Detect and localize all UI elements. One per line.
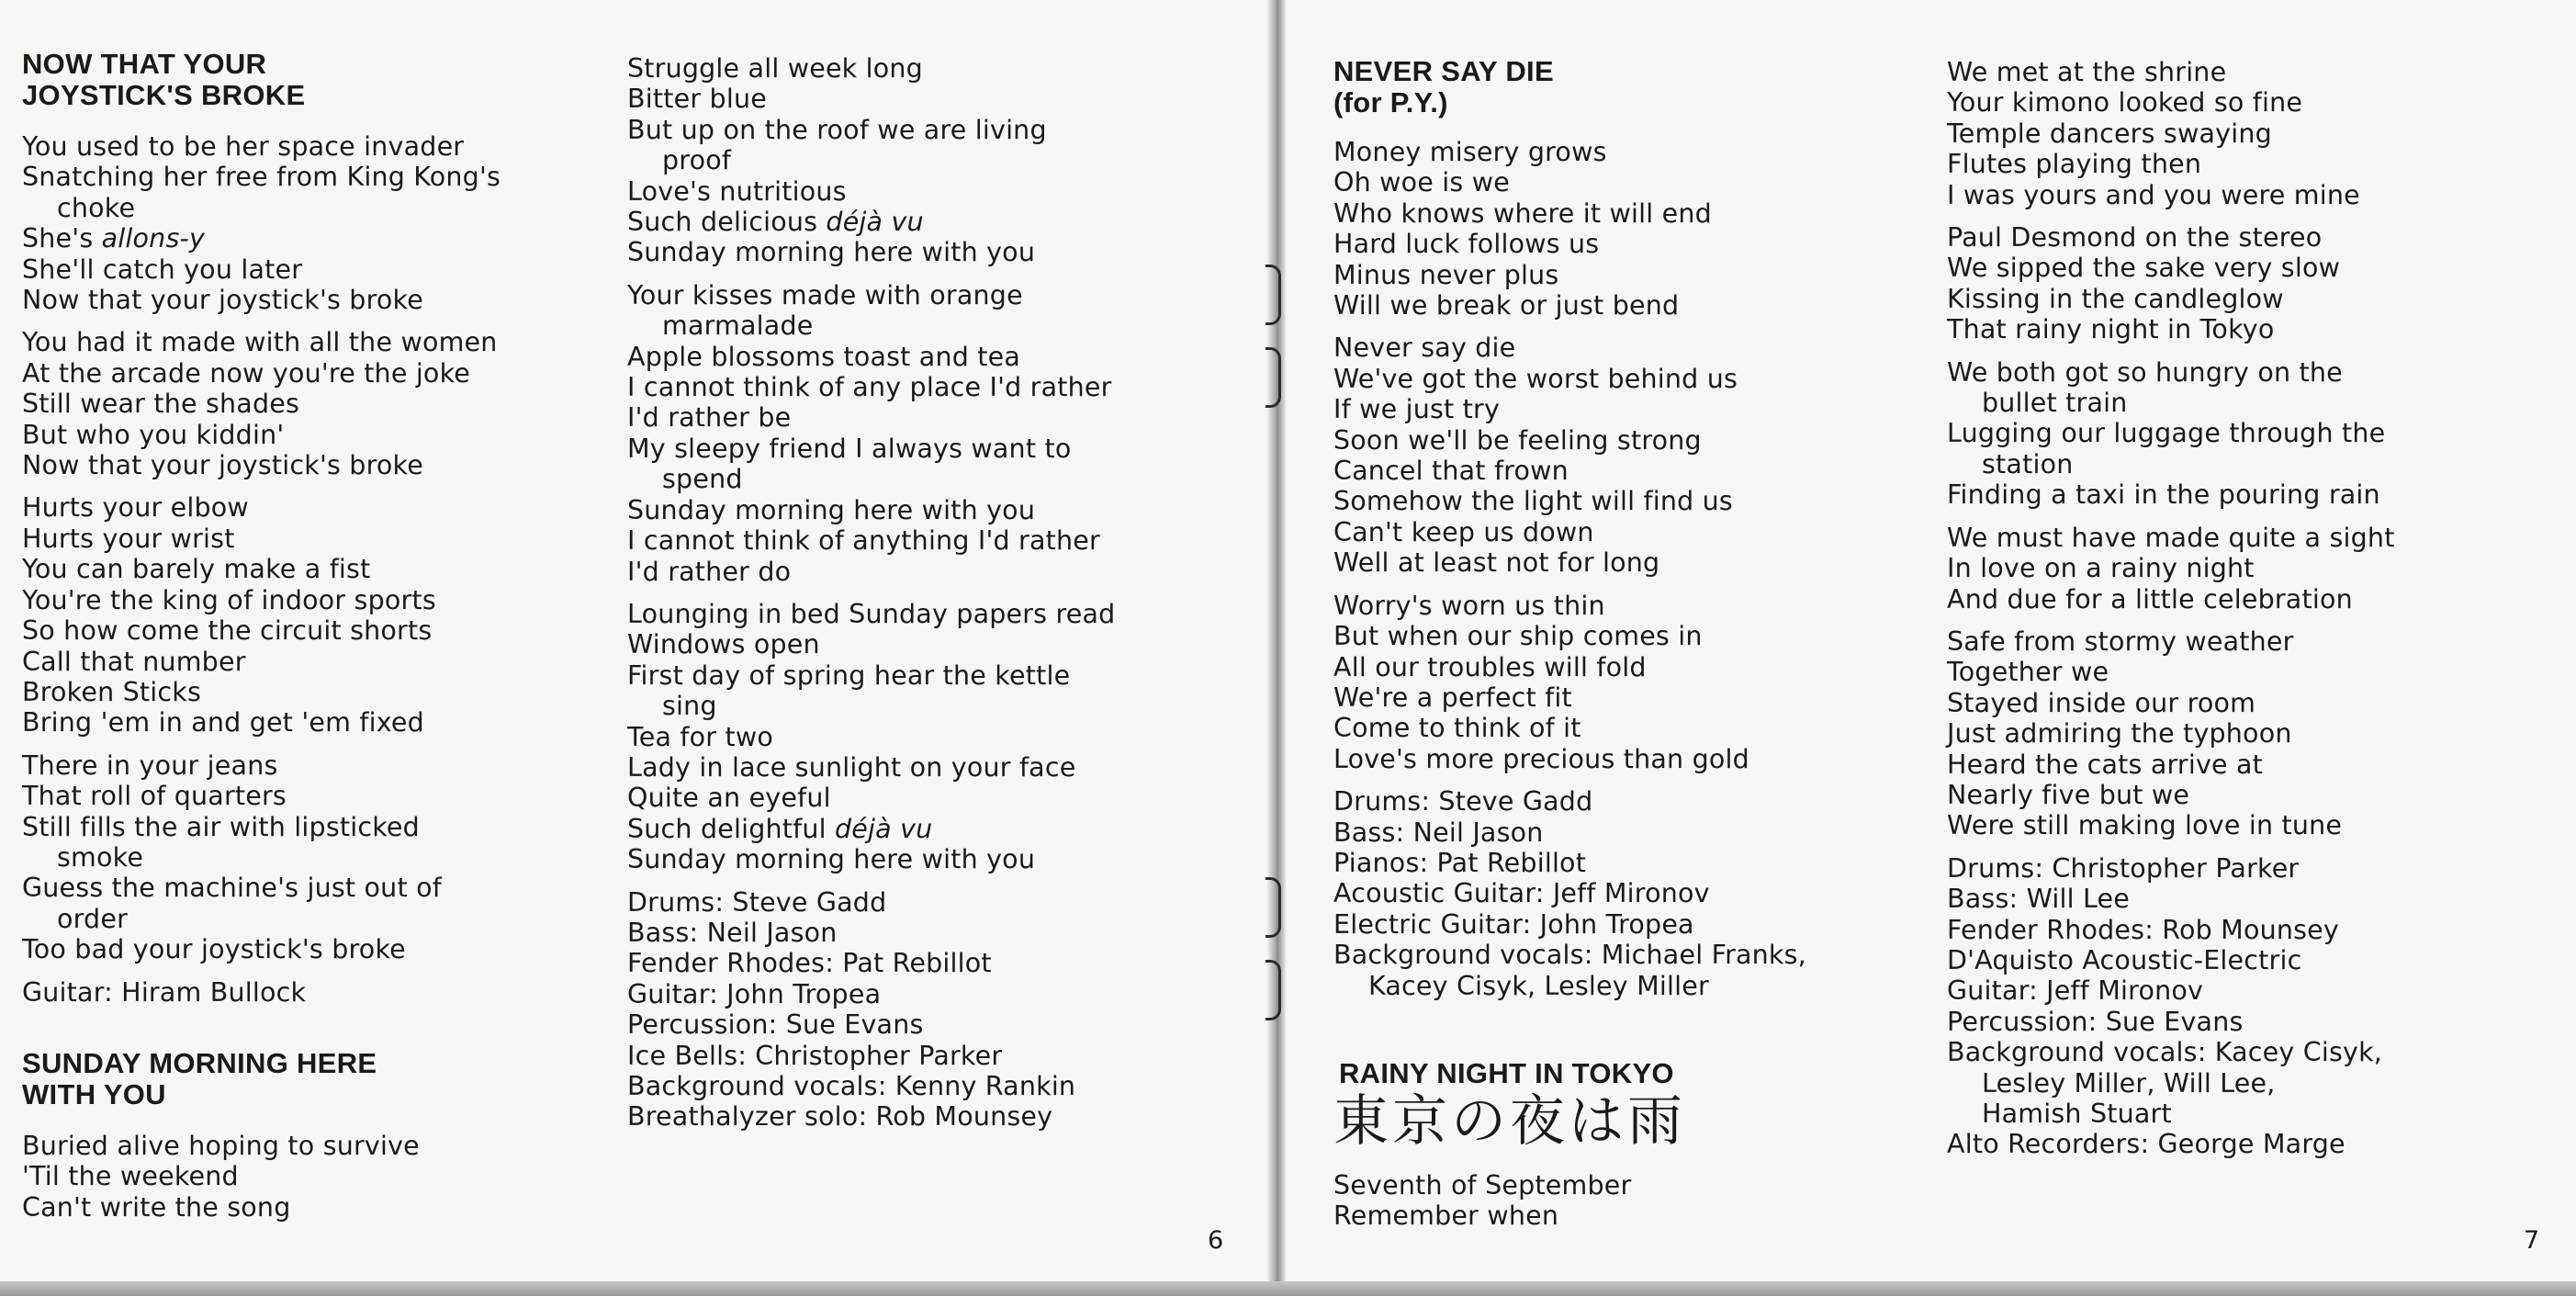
song-title-line: SUNDAY MORNING HERE (22, 1046, 377, 1079)
lyric-line: Drums: Steve Gadd (627, 886, 887, 918)
lyric-line: Now that your joystick's broke (22, 450, 423, 481)
lyric-line: Never say die (1333, 332, 1516, 364)
song-title: RAINY NIGHT IN TOKYO (1339, 1056, 1674, 1089)
lyric-line: Together we (1947, 657, 2109, 688)
lyric-line: Come to think of it (1333, 713, 1581, 744)
song-title (22, 49, 610, 111)
stanza-gap (1947, 210, 2535, 222)
song-title-line: JOYSTICK'S BROKE (22, 79, 306, 111)
lyric-line: Hurts your wrist (22, 523, 235, 554)
lyric-line: You used to be her space invader (22, 131, 465, 162)
song-title-line: NEVER SAY DIE (1333, 55, 1554, 87)
lyric-line: Sunday morning here with you (627, 494, 1036, 525)
lyric-line: Remember when (1333, 1200, 1559, 1232)
lyric-line: Struggle all week long (627, 53, 923, 84)
lyric-line: Seventh of September (1333, 1169, 1632, 1200)
lyric-line: Lesley Miller, Will Lee, (1982, 1067, 2276, 1099)
lyric-line: marmalade (662, 310, 814, 342)
lyric-line: smoke (57, 841, 144, 873)
lyric-line: Percussion: Sue Evans (1947, 1006, 2244, 1037)
lyric-line: Guess the machine's just out of (22, 873, 442, 904)
lyric-line: But up on the roof we are living (627, 114, 1047, 145)
lyric-line: 'Til the weekend (22, 1161, 239, 1192)
lyric-line: sing (662, 691, 717, 722)
lyric-line: Safe from stormy weather (1947, 625, 2294, 657)
lyric-line: Love's nutritious (627, 175, 847, 207)
lyric-line: We've got the worst behind us (1333, 363, 1738, 394)
lyric-line: Percussion: Sue Evans (627, 1009, 924, 1041)
song-title (22, 1048, 610, 1110)
lyric-line: Kissing in the candleglow (1947, 283, 2284, 314)
lyric-line: Such delicious déjà vu (627, 207, 924, 238)
page-number: 6 (1208, 1226, 1224, 1255)
stanza-gap (22, 738, 610, 750)
lyric-line: Bass: Neil Jason (627, 917, 838, 948)
stanza-gap (1333, 321, 1921, 332)
lyric-line: If we just try (1333, 394, 1501, 425)
lyric-line: In love on a rainy night (1947, 553, 2255, 584)
lyric-line: But who you kiddin' (22, 419, 285, 450)
lyrics-column-1 (22, 49, 610, 1223)
lyric-line: Love's more precious than gold (1333, 743, 1749, 774)
lyric-line: Can't keep us down (1333, 516, 1594, 547)
lyric-line: Soon we'll be feeling strong (1333, 424, 1702, 456)
lyric-line: Somehow the light will find us (1333, 486, 1733, 517)
song-title-line: (for P.Y.) (1333, 86, 1448, 118)
lyric-line: All our troubles will fold (1333, 651, 1647, 682)
lyric-line: Guitar: Jeff Mironov (1947, 975, 2204, 1007)
lyric-line: bullet train (1982, 388, 2128, 419)
lyric-line: She's allons-y (22, 223, 206, 254)
stanza-gap (1947, 841, 2535, 853)
lyric-line: order (57, 903, 128, 934)
lyric-line: Still fills the air with lipsticked (22, 811, 420, 842)
lyric-line: Minus never plus (1333, 259, 1559, 290)
lyric-line: My sleepy friend I always want to (627, 433, 1072, 464)
lyric-line: Bitter blue (627, 84, 767, 115)
lyric-line: Will we break or just bend (1333, 290, 1680, 321)
lyric-line: Electric Guitar: John Tropea (1333, 908, 1694, 940)
lyrics-stanzas (22, 1131, 610, 1223)
lyrics-column-2 (627, 53, 1215, 1133)
lyric-line: Broken Sticks (22, 676, 202, 707)
binding-clip (1266, 265, 1281, 325)
song-title-line: NOW THAT YOUR (22, 48, 267, 80)
lyric-line: Kacey Cisyk, Lesley Miller (1368, 970, 1709, 1001)
lyric-line: Heard the cats arrive at (1947, 749, 2264, 780)
lyric-line: Guitar: Hiram Bullock (22, 976, 307, 1008)
lyric-line: Were still making love in tune (1947, 810, 2343, 841)
lyric-line: Money misery grows (1333, 137, 1607, 167)
stanza-gap (1333, 579, 1921, 591)
lyric-line: First day of spring hear the kettle (627, 659, 1071, 691)
lyric-line: choke (57, 192, 136, 223)
lyric-line: Background vocals: Michael Franks, (1333, 940, 1806, 971)
lyrics-stanzas (1333, 1170, 1921, 1232)
stanza-gap (22, 315, 610, 327)
lyrics-stanzas (1333, 137, 1921, 1001)
song-title (1333, 56, 1921, 118)
lyric-line: Drums: Christopher Parker (1947, 852, 2300, 884)
lyric-line: I'd rather be (627, 402, 792, 434)
page-number: 7 (2524, 1226, 2540, 1255)
binding-clip (1266, 347, 1281, 408)
lyric-line: You had it made with all the women (22, 327, 498, 358)
stanza-gap (1947, 345, 2535, 357)
lyric-line: Acoustic Guitar: Jeff Mironov (1333, 878, 1710, 909)
lyric-line: Well at least not for long (1333, 547, 1660, 579)
lyric-line: Oh woe is we (1333, 167, 1510, 198)
lyric-line: Fender Rhodes: Rob Mounsey (1947, 914, 2339, 945)
binding-clip (1266, 877, 1281, 938)
lyric-line: Windows open (627, 629, 820, 660)
lyric-line: Background vocals: Kenny Rankin (627, 1071, 1076, 1101)
lyric-line: Too bad your joystick's broke (22, 934, 406, 965)
lyric-line: Hard luck follows us (1333, 229, 1600, 260)
lyric-line: You can barely make a fist (22, 554, 371, 585)
stanza-gap (1333, 774, 1921, 786)
lyric-line: Drums: Steve Gadd (1333, 786, 1593, 817)
lyric-line: D'Aquisto Acoustic-Electric (1947, 944, 2302, 975)
lyric-line: Bass: Will Lee (1947, 884, 2130, 915)
lyric-line: Apple blossoms toast and tea (627, 341, 1021, 372)
lyric-line: Now that your joystick's broke (22, 285, 423, 316)
stanza-gap (22, 965, 610, 977)
lyric-line: We sipped the sake very slow (1947, 253, 2341, 284)
lyric-line: Lady in lace sunlight on your face (627, 751, 1076, 783)
lyric-line: At the arcade now you're the joke (22, 357, 470, 389)
lyric-line: spend (662, 464, 743, 495)
lyrics-column-4 (1947, 57, 2535, 1160)
lyric-line: Breathalyzer solo: Rob Mounsey (627, 1101, 1053, 1133)
lyric-line: You're the king of indoor sports (22, 584, 436, 615)
stanza-gap (627, 875, 1215, 887)
lyric-line: Bass: Neil Jason (1333, 817, 1544, 848)
stanza-gap (22, 480, 610, 492)
lyric-line: We must have made quite a sight (1947, 522, 2395, 553)
lyric-line: Buried alive hoping to survive (22, 1130, 420, 1161)
lyric-line: Temple dancers swaying (1947, 118, 2272, 149)
lyric-line: Snatching her free from King Kong's (22, 162, 501, 193)
japanese-title: 東京の夜は雨 (1333, 1088, 1686, 1154)
lyric-line: Worry's worn us thin (1333, 590, 1605, 621)
lyric-line: So how come the circuit shorts (22, 615, 433, 647)
lyric-line: And due for a little celebration (1947, 583, 2353, 614)
lyric-line: That rainy night in Tokyo (1947, 314, 2275, 345)
lyric-line: Guitar: John Tropea (627, 978, 882, 1009)
stanza-gap (1947, 614, 2535, 626)
lyrics-column-3 (1333, 56, 1921, 1232)
lyric-line: Bring 'em in and get 'em fixed (22, 707, 424, 738)
lyric-line: Cancel that frown (1333, 456, 1569, 487)
lyric-line: Lugging our luggage through the (1947, 418, 2386, 449)
lyric-line: Alto Recorders: George Marge (1947, 1129, 2345, 1160)
lyric-line: Finding a taxi in the pouring rain (1947, 479, 2380, 511)
lyric-line: That roll of quarters (22, 781, 287, 812)
lyric-line: Just admiring the typhoon (1947, 718, 2292, 749)
lyric-line: Ice Bells: Christopher Parker (627, 1040, 1003, 1071)
lyric-line: But when our ship comes in (1333, 621, 1703, 652)
lyric-line: Paul Desmond on the stereo (1947, 222, 2323, 254)
lyric-line: station (1982, 448, 2074, 479)
lyric-line: She'll catch you later (22, 254, 303, 285)
lyric-line: Sunday morning here with you (627, 237, 1036, 268)
lyric-line: Who knows where it will end (1333, 197, 1712, 229)
song-title-line: WITH YOU (22, 1077, 166, 1110)
lyric-line: Lounging in bed Sunday papers read (627, 598, 1116, 629)
lyrics-stanzas (627, 53, 1215, 1133)
binding-clip (1266, 960, 1281, 1020)
lyric-line: We're a perfect fit (1333, 682, 1572, 713)
lyric-line: There in your jeans (22, 749, 278, 781)
lyric-line: Quite an eyeful (627, 783, 831, 814)
lyric-line: We both got so hungry on the (1947, 356, 2343, 388)
lyric-line: Still wear the shades (22, 389, 300, 420)
lyric-line: Nearly five but we (1947, 779, 2190, 810)
lyric-line: proof (662, 145, 732, 176)
lyric-line: Your kimono looked so fine (1947, 87, 2303, 118)
stanza-gap (627, 268, 1215, 280)
lyric-line: Fender Rhodes: Pat Rebillot (627, 948, 992, 979)
lyric-line: Can't write the song (22, 1191, 291, 1223)
booklet-gutter (1267, 0, 1286, 1296)
scan-edge (0, 1281, 2576, 1296)
lyrics-stanzas (22, 131, 610, 1008)
lyric-line: I cannot think of anything I'd rather (627, 525, 1100, 557)
lyric-line: We met at the shrine (1947, 57, 2227, 87)
lyric-line: Background vocals: Kacey Cisyk, (1947, 1037, 2383, 1068)
lyric-line: Hurts your elbow (22, 492, 249, 524)
lyric-line: Pianos: Pat Rebillot (1333, 847, 1587, 878)
stanza-gap (627, 587, 1215, 599)
lyric-line: I'd rather do (627, 556, 792, 587)
lyrics-stanzas (1947, 57, 2535, 1160)
lyric-line: Call that number (22, 646, 246, 677)
lyric-line: Stayed inside our room (1947, 687, 2256, 718)
lyric-line: I cannot think of any place I'd rather (627, 372, 1112, 403)
lyric-line: I was yours and you were mine (1947, 179, 2360, 210)
lyric-line: Your kisses made with orange (627, 279, 1023, 310)
lyric-line: Such delightful déjà vu (627, 813, 933, 844)
lyric-line: Hamish Stuart (1982, 1099, 2172, 1129)
lyric-line: Flutes playing then (1947, 149, 2202, 180)
stanza-gap (1947, 511, 2535, 523)
lyric-line: Sunday morning here with you (627, 844, 1036, 875)
lyric-line: Tea for two (627, 721, 773, 752)
